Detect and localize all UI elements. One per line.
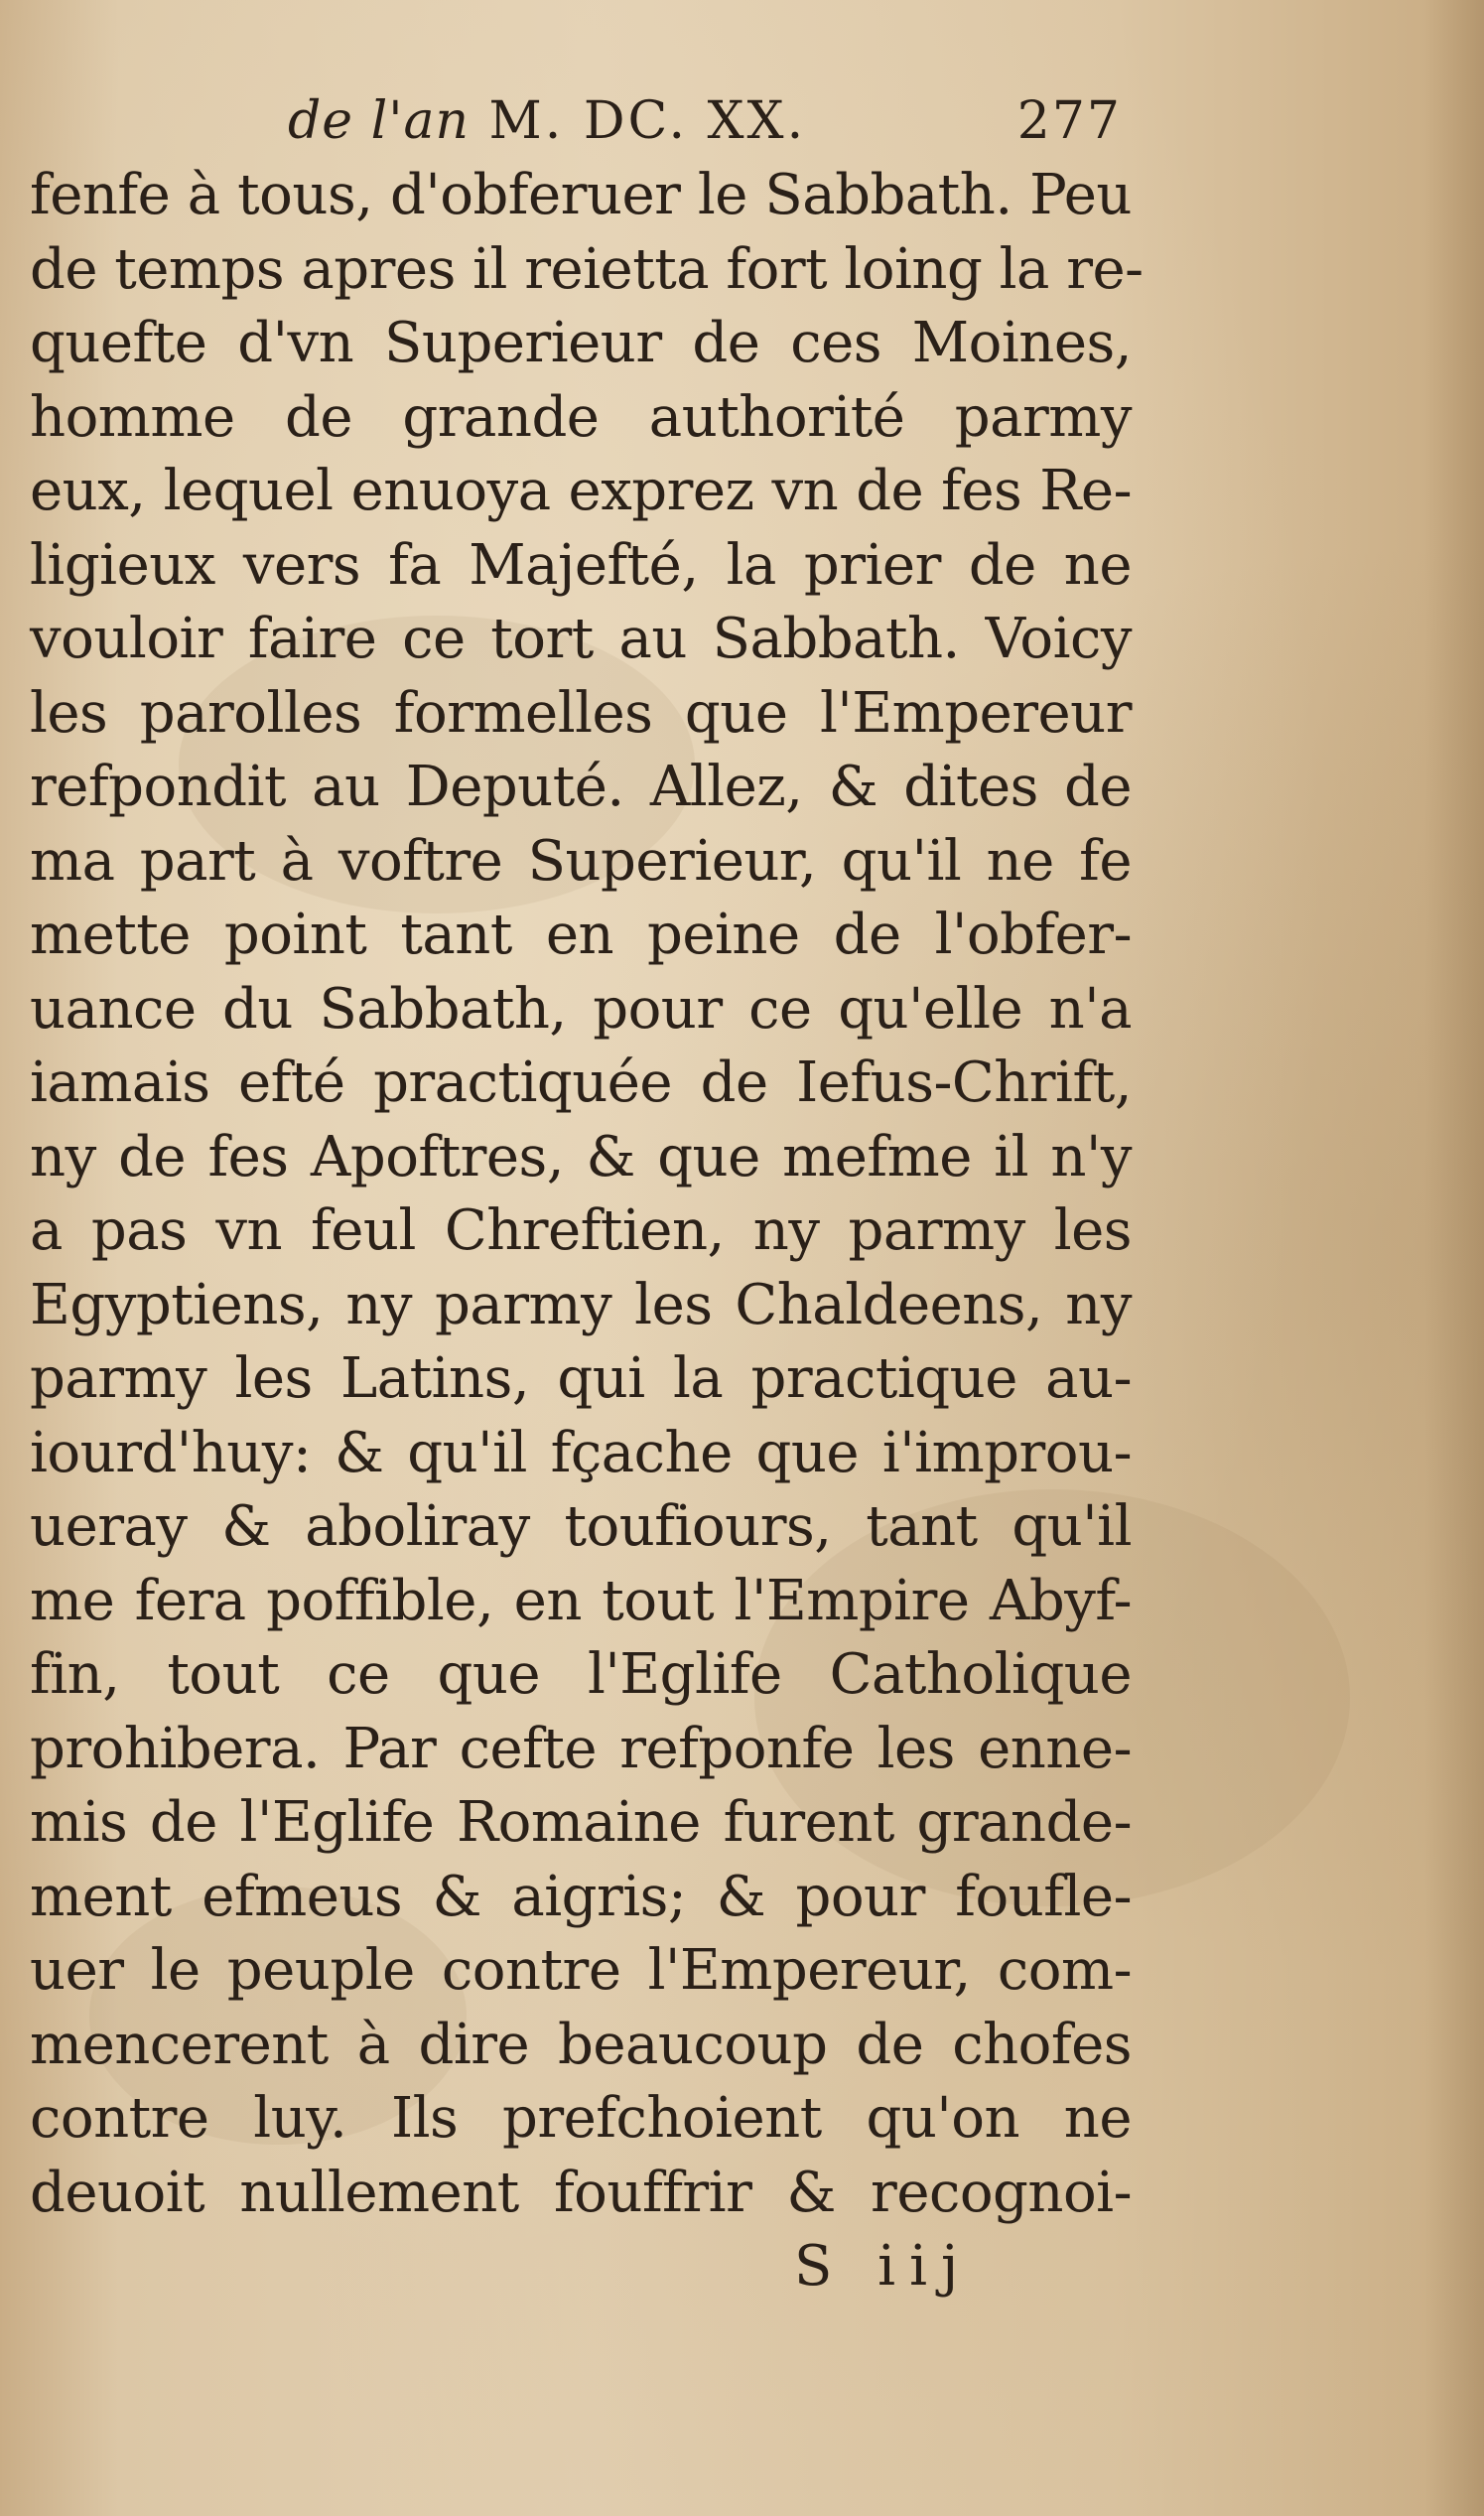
text-line: deuoit nullement fouffrir & recognoi-	[30, 2160, 1132, 2225]
text-line: refpondit au Deputé. Allez, & dites de	[30, 755, 1132, 819]
text-line: fenfe à tous, d'obferuer le Sabbath. Peu	[30, 163, 1132, 227]
text-line: contre luy. Ils prefchoient qu'on ne	[30, 2086, 1132, 2151]
page-number: 277	[1016, 91, 1122, 151]
text-line: vouloir faire ce tort au Sabbath. Voicy	[30, 607, 1132, 671]
text-line: quefte d'vn Superieur de ces Moines,	[30, 311, 1132, 375]
text-line: ment efmeus & aigris; & pour foufle-	[30, 1864, 1132, 1929]
text-line: de temps apres il reietta fort loing la re-	[30, 236, 1144, 302]
page-edge-shadow	[1424, 0, 1484, 2516]
text-line: mette point tant en peine de l'obfer-	[30, 903, 1132, 967]
text-line: iamais efté practiquée de Iefus-Chrift,	[30, 1050, 1132, 1115]
text-line: homme de grande authorité parmy	[30, 384, 1132, 450]
text-line: eux, lequel enuoya exprez vn de fes Re-	[30, 459, 1132, 523]
text-line: fin, tout ce que l'Eglife Catholique	[30, 1642, 1132, 1707]
running-head	[288, 91, 806, 151]
signature-mark: S iij	[794, 2234, 973, 2299]
text-line: les parolles formelles que l'Empereur	[30, 680, 1132, 746]
text-line: ligieux vers fa Majefté, la prier de ne	[30, 532, 1132, 598]
running-head-year: M. DC. XX.	[488, 91, 807, 151]
text-line: a pas vn feul Chreftien, ny parmy les	[30, 1198, 1132, 1263]
text-line: uer le peuple contre l'Empereur, com-	[30, 1938, 1132, 2003]
text-line: prohibera. Par cefte refponfe les enne-	[30, 1716, 1132, 1781]
text-line: parmy les Latins, qui la practique au-	[30, 1346, 1132, 1411]
text-line: ueray & aboliray toufiours, tant qu'il	[30, 1494, 1132, 1559]
text-line: mencerent à dire beaucoup de chofes	[30, 2012, 1132, 2077]
text-line: mis de l'Eglife Romaine furent grande-	[30, 1790, 1132, 1855]
text-line: Egyptiens, ny parmy les Chaldeens, ny	[30, 1272, 1132, 1337]
text-line: iourd'huy: & qu'il fçache que i'improu-	[30, 1420, 1132, 1485]
text-line: uance du Sabbath, pour ce qu'elle n'a	[30, 976, 1132, 1042]
text-line: ma part à voftre Superieur, qu'il ne fe	[30, 828, 1132, 894]
running-head-italic: de l'an	[288, 91, 471, 151]
body-text	[30, 159, 1144, 2230]
text-line: ny de fes Apoftres, & que mefme il n'y	[30, 1124, 1132, 1189]
text-line: me fera poffible, en tout l'Empire Abyf-	[30, 1568, 1132, 1633]
